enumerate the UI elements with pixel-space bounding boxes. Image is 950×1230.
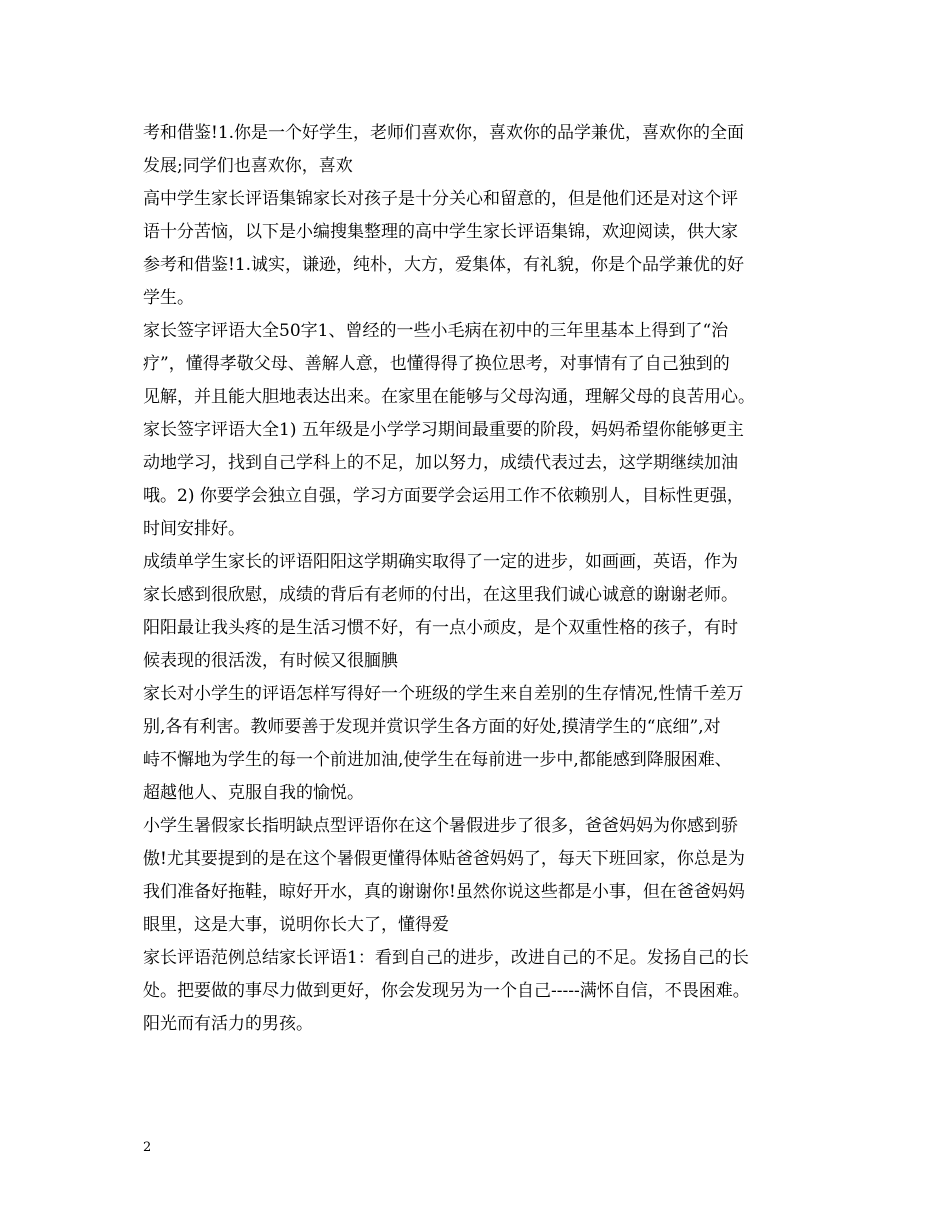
text-line: 阳光而有活力的男孩。 [143,1014,313,1034]
text-line: 参考和借鉴!1.诚实，谦逊，纯朴，大方，爱集体，有礼貌，你是个品学兼优的好 [143,255,745,275]
text-line: 我们准备好拖鞋，晾好开水，真的谢谢你!虽然你说这些都是小事，但在爸爸妈妈 [143,882,745,902]
text-line: 时间安排好。 [143,519,245,539]
text-line: 傲!尤其要提到的是在这个暑假更懂得体贴爸爸妈妈了，每天下班回家，你总是为 [143,849,745,869]
text-line: 见解，并且能大胆地表达出来。在家里在能够与父母沟通，理解父母的良苦用心。 [143,387,755,407]
text-line: 家长签字评语大全1) 五年级是小学学习期间最重要的阶段，妈妈希望你能够更主 [143,420,744,440]
text-line: 哦。2) 你要学会独立自强，学习方面要学会运用工作不依赖别人，目标性更强， [143,486,744,506]
body-text [143,117,843,1041]
text-line: 疗”，懂得孝敬父母、善解人意，也懂得得了换位思考，对事情有了自己独到的 [143,354,730,374]
text-line: 高中学生家长评语集锦家长对孩子是十分关心和留意的，但是他们还是对这个评 [143,189,738,209]
text-line: 候表现的很活泼，有时候又很腼腆 [143,651,398,671]
page-number: 2 [143,1140,152,1155]
text-line: 学生。 [143,288,194,308]
text-line: 家长感到很欣慰，成绩的背后有老师的付出，在这里我们诚心诚意的谢谢老师。 [143,585,738,605]
text-line: 语十分苦恼，以下是小编搜集整理的高中学生家长评语集锦，欢迎阅读，供大家 [143,222,738,242]
text-line: 动地学习，找到自己学科上的不足，加以努力，成绩代表过去，这学期继续加油 [143,453,738,473]
text-line: 成绩单学生家长的评语阳阳这学期确实取得了一定的进步，如画画，英语，作为 [143,552,738,572]
text-line: 超越他人、克服自我的愉悦。 [143,783,364,803]
text-line: 眼里，这是大事，说明你长大了，懂得爱 [143,915,449,935]
text-line: 家长对小学生的评语怎样写得好一个班级的学生来自差别的生存情况,性情千差万 [143,684,744,704]
text-line: 小学生暑假家长指明缺点型评语你在这个暑假进步了很多，爸爸妈妈为你感到骄 [143,816,738,836]
text-line: 处。把要做的事尽力做到更好，你会发现另为一个自己-----满怀自信，不畏困难。 [143,981,750,1001]
text-line: 考和借鉴!1.你是一个好学生，老师们喜欢你，喜欢你的品学兼优，喜欢你的全面 [143,123,745,143]
text-line: 峙不懈地为学生的每一个前进加油,使学生在每前进一步中,都能感到降服困难、 [143,750,732,770]
text-line: 家长签字评语大全50字1、曾经的一些小毛病在初中的三年里基本上得到了“治 [143,321,729,341]
text-line: 别,各有利害。教师要善于发现并赏识学生各方面的好处,摸清学生的“底细”,对 [143,717,721,737]
text-line: 阳阳最让我头疼的是生活习惯不好，有一点小顽皮，是个双重性格的孩子，有时 [143,618,738,638]
text-line: 发展;同学们也喜欢你，喜欢 [143,156,353,176]
text-line: 家长评语范例总结家长评语1：看到自己的进步，改进自己的不足。发扬自己的长 [143,948,749,968]
